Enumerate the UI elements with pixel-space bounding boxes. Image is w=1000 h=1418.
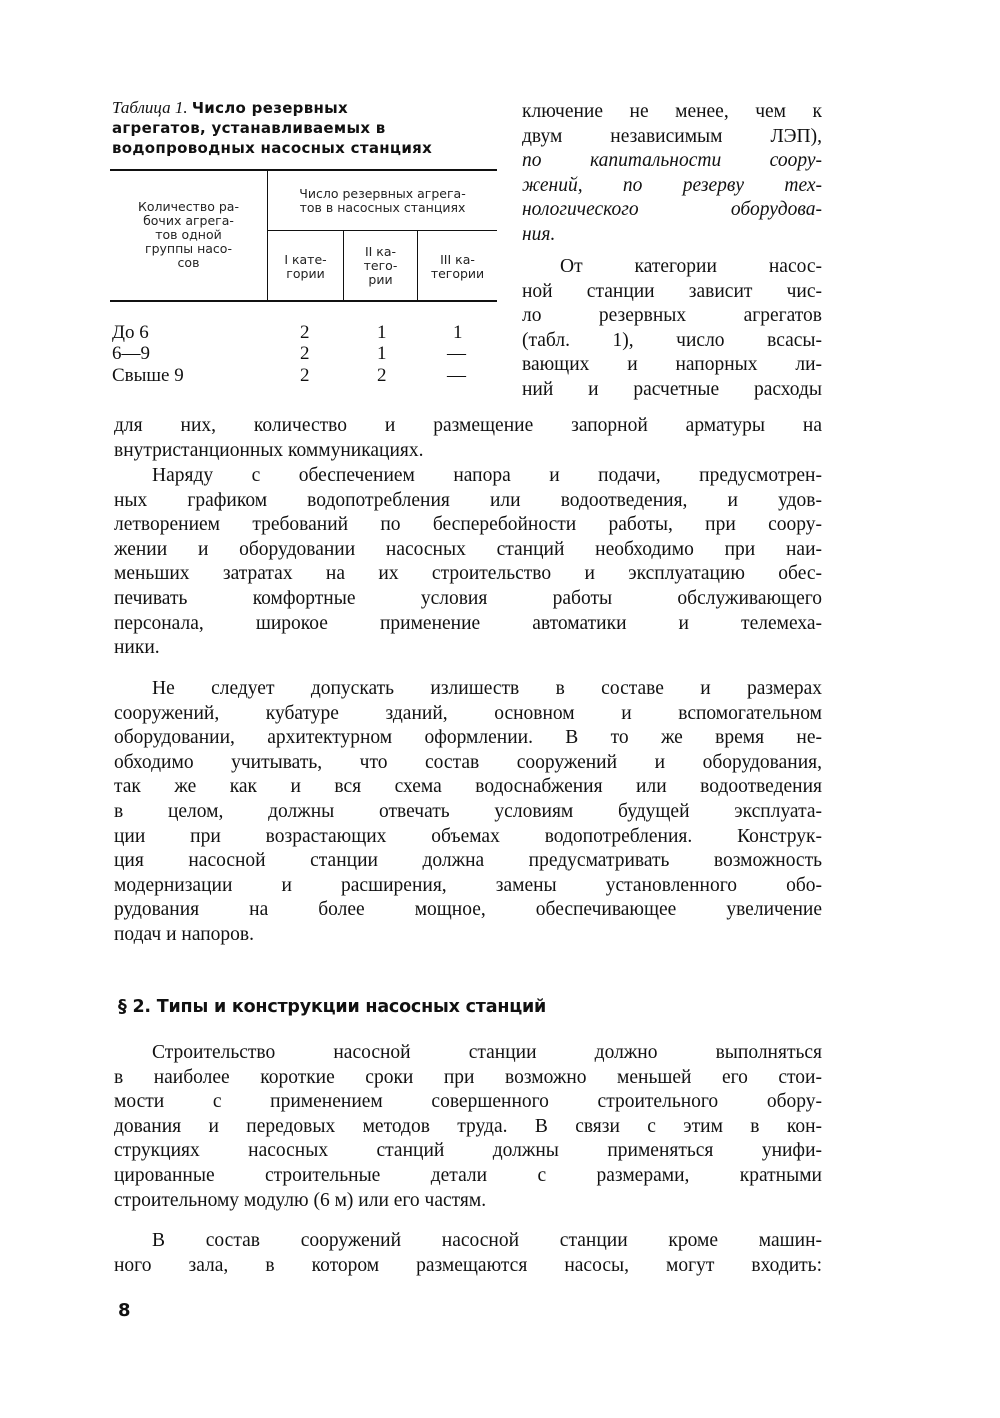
table-header-split-rule [267, 230, 497, 231]
text-line: подач и напоров. [114, 923, 255, 945]
text-line: рудования на более мощное, обеспечивающее увеличение [114, 899, 822, 921]
text-line: Не следует допускать излишеств в составе и размерах [152, 678, 822, 699]
text-line: в целом, должны отвечать условиям будущей эксплуата- [114, 800, 822, 822]
text-line: Строительство насосной станции должно выполняться [152, 1042, 822, 1063]
paragraph-4 [114, 1041, 822, 1213]
table-bottom-rule [110, 300, 497, 302]
text-line: ники. [114, 637, 160, 659]
row-cat1: 2 [300, 322, 310, 343]
row-cat3: 1 [453, 322, 463, 343]
text-line: летворением требований по бесперебойности работы, при соору- [114, 514, 822, 536]
text-line: мости с применением совершенного строительного обору- [114, 1091, 822, 1113]
paragraph-3 [114, 677, 822, 948]
section-heading: § 2. Типы и конструкции насосных станций [118, 997, 547, 1017]
table-header-category-3: III ка- тегории [430, 252, 485, 281]
text-line: нологического оборудова- [522, 199, 822, 220]
table-caption [112, 98, 502, 158]
table-header-working-units: Количество ра- бочих агрега- тов одной группы насо- сов [138, 199, 239, 270]
row-label: До 6 [112, 322, 149, 343]
text-line: строительному модулю (6 м) или его частям. [114, 1189, 487, 1211]
text-line: ного зала, в котором размещаются насосы, могут входить: [114, 1254, 822, 1276]
text-line: ция насосной станции должна предусматривать возможность [114, 850, 822, 872]
row-label: Свыше 9 [112, 365, 184, 386]
paragraph-2 [114, 464, 822, 661]
text-line: двум независимым ЛЭП), [522, 125, 822, 147]
row-cat2: 1 [377, 322, 387, 343]
text-line: От категории насос- [560, 256, 822, 277]
text-line: персонала, широкое применение автоматики и телемеха- [114, 612, 822, 634]
text-line: по капитальности соору- [522, 150, 822, 171]
row-cat2: 1 [377, 343, 387, 364]
text-line: цированные строительные детали с размерами, кратными [114, 1164, 822, 1186]
text-line: ний и расчетные расходы [522, 378, 822, 400]
text-line: внутристанционных коммуникациях. [114, 439, 424, 461]
text-line: ции при возрастающих объемах водопотребления. Конструк- [114, 825, 822, 847]
text-line: дования и передовых методов труда. В связи с этим в кон- [114, 1115, 822, 1137]
table-caption-label: Таблица 1. [112, 98, 188, 117]
table-caption-title-3: водопроводных насосных станциях [112, 139, 433, 157]
text-line: (табл. 1), число всасы- [522, 329, 822, 351]
text-line: струкциях насосных станций должны применяться унифи- [114, 1140, 822, 1162]
text-line: В состав сооружений насосной станции кроме машин- [152, 1230, 822, 1251]
table-caption-title-1: Число резервных [191, 99, 349, 117]
text-line: в наиболее короткие сроки при возможно меньшей его стои- [114, 1066, 822, 1088]
row-cat1: 2 [300, 365, 310, 386]
text-line: ния. [522, 223, 556, 245]
text-line: модернизации и расширения, замены установленного обо- [114, 874, 822, 896]
text-line: так же как и вся схема водоснабжения или водоотведения [114, 776, 822, 798]
text-line: жений, по резерву тех- [522, 174, 822, 196]
text-line: жении и оборудовании насосных станций необходимо при наи- [114, 538, 822, 560]
row-cat1: 2 [300, 343, 310, 364]
paragraph-5 [114, 1229, 822, 1278]
table-top-rule [110, 169, 497, 171]
text-line: для них, количество и размещение запорной арматуры на [114, 415, 822, 436]
row-cat3: — [447, 343, 466, 364]
row-cat2: 2 [377, 365, 387, 386]
table-header-category-2: II ка- тего- рии [363, 244, 398, 287]
text-line: ной станции зависит чис- [522, 280, 822, 302]
table-caption-title-2: агрегатов, устанавливаемых в [112, 119, 386, 137]
page-number: 8 [118, 1300, 131, 1321]
row-label: 6—9 [112, 343, 150, 364]
table-header-category-1: I кате- гории [284, 252, 327, 281]
text-line: меньших затратах на их строительство и эксплуатацию обес- [114, 563, 822, 585]
text-line: ных графиком водопотребления или водоотведения, и удов- [114, 489, 822, 511]
text-line: ключение не менее, чем к [522, 101, 822, 122]
text-line: Наряду с обеспечением напора и подачи, предусмотрен- [152, 465, 822, 486]
row-cat3: — [447, 365, 466, 386]
text-line: ло резервных агрегатов [522, 305, 822, 326]
text-line: сооружений, кубатуре зданий, основном и вспомогательном [114, 702, 822, 724]
text-line: печивать комфортные условия работы обслуживающего [114, 587, 822, 609]
text-line: вающих и напорных ли- [522, 354, 822, 375]
paragraph-1 [114, 414, 822, 463]
text-line: обходимо учитывать, что состав сооружений и оборудования, [114, 751, 822, 773]
text-line: оборудовании, архитектурном оформлении. В то же время не- [114, 727, 822, 749]
right-column-text [522, 100, 822, 402]
table-header-reserve-units: Число резервных агрега- тов в насосных станциях [299, 186, 466, 215]
